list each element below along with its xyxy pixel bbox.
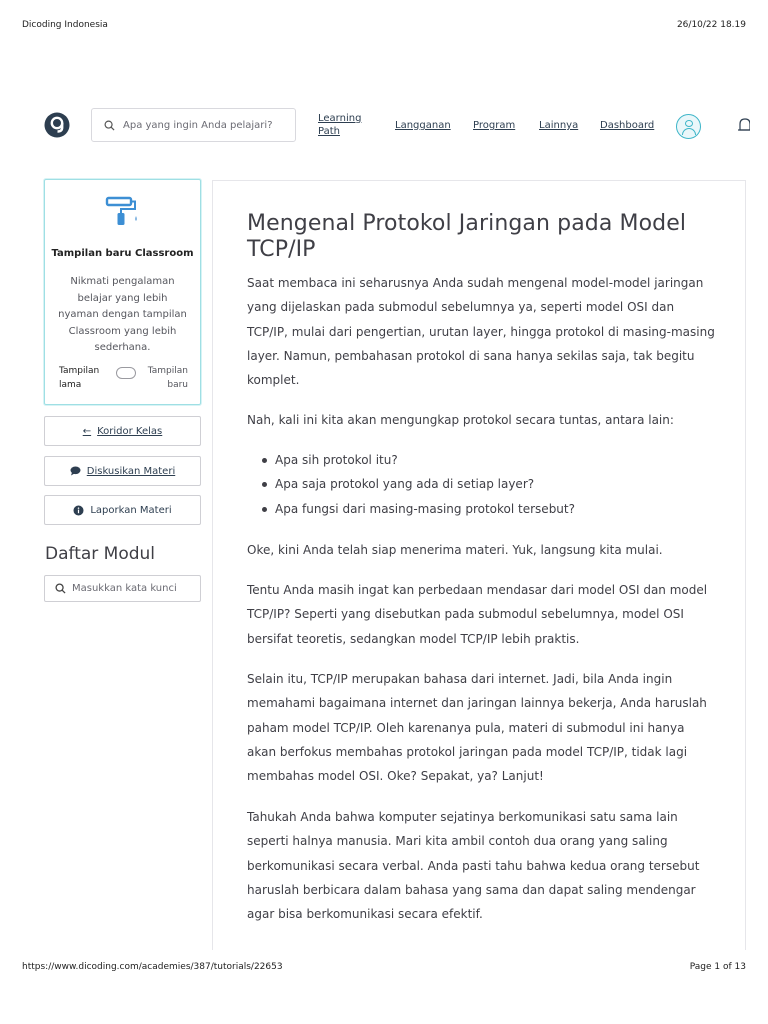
article-content xyxy=(212,180,746,950)
article-paragraph: Oke, kini Anda telah siap menerima materi. Yuk, langsung kita mulai. xyxy=(247,543,663,557)
list-item: Apa sih protokol itu? xyxy=(247,448,717,472)
search-input[interactable] xyxy=(91,108,296,142)
promo-desc-line: belajar yang lebih xyxy=(77,292,168,304)
nav-langganan[interactable]: Langganan xyxy=(395,120,451,131)
article-title: Mengenal Protokol Jaringan pada Model TCP/IP xyxy=(247,211,687,262)
list-item: Apa saja protokol yang ada di setiap layer? xyxy=(247,472,717,496)
article-paragraph: Selain itu, TCP/IP merupakan bahasa dari internet. Jadi, bila Anda ingin memahami bagaimana internet dan jaringan lainnya bekerja, Anda haruslah paham model TCP/IP. Oleh karenanya pula, materi di submodul ini hanya akan berfokus membahas protokol jaringan pada model TCP/IP, tidak lagi membahas model OSI. Oke? Sepakat, ya? Lanjut! xyxy=(247,672,707,784)
modul-search-input[interactable] xyxy=(44,575,201,602)
print-datetime: 26/10/22 18.19 xyxy=(676,20,746,30)
promo-description xyxy=(55,274,190,357)
dicoding-logo-icon[interactable] xyxy=(44,112,70,138)
bell-icon[interactable] xyxy=(736,117,750,135)
modul-search-placeholder: Masukkan kata kunci xyxy=(72,583,177,594)
promo-desc-line: nyaman dengan tampilan xyxy=(58,309,187,320)
option-tampilan-lama[interactable] xyxy=(59,364,103,392)
diskusikan-materi-button[interactable] xyxy=(44,456,201,486)
option-old-line1: Tampilan xyxy=(59,366,100,376)
classroom-promo-card xyxy=(44,179,201,405)
print-site-name: Dicoding Indonesia xyxy=(22,20,108,30)
avatar-body-shape xyxy=(682,128,696,135)
daftar-modul-heading: Daftar Modul xyxy=(45,544,156,564)
search-placeholder: Apa yang ingin Anda pelajari? xyxy=(123,119,273,131)
arrow-left-icon: ← xyxy=(82,425,92,437)
print-url: https://www.dicoding.com/academies/387/tutorials/22653 xyxy=(22,962,283,972)
nav-learning-path[interactable] xyxy=(318,112,361,138)
search-icon xyxy=(104,120,115,131)
nav-program[interactable]: Program xyxy=(473,120,516,131)
koridor-kelas-button[interactable] xyxy=(44,416,201,446)
laporkan-materi-button[interactable] xyxy=(44,495,201,525)
article-paragraph: Saat membaca ini seharusnya Anda sudah mengenal model-model jaringan yang dijelaskan pada submodul sebelumnya ya, seperti model OSI dan TCP/IP, mulai dari pengertian, urutan layer, hingga protokol di masing-masing layer. Namun, pembahasan protokol di sana hanya sekilas saja, tak begitu komplet. xyxy=(247,276,715,388)
laporkan-materi-label: Laporkan Materi xyxy=(90,504,172,516)
option-old-line2: lama xyxy=(59,380,82,390)
chat-bubble-icon xyxy=(70,466,81,476)
article-paragraph: Tahukah Anda bahwa komputer sejatinya berkomunikasi satu sama lain seperti halnya manusia. Mari kita ambil contoh dua orang yang saling berkomunikasi secara verbal. Anda pasti tahu bahwa kedua orang tersebut haruslah berbicara dalam bahasa yang sama dan dapat saling mendengar agar bisa berkomunikasi secara efektif. xyxy=(247,810,700,922)
paint-roller-icon xyxy=(105,196,141,228)
promo-title: Tampilan baru Classroom xyxy=(51,248,194,259)
nav-learning-path-line1: Learning xyxy=(318,113,362,124)
avatar[interactable] xyxy=(676,114,701,139)
nav-lainnya[interactable]: Lainnya xyxy=(539,120,579,131)
info-circle-icon xyxy=(73,505,84,516)
promo-desc-line: sederhana. xyxy=(94,342,151,353)
option-tampilan-baru[interactable] xyxy=(144,364,188,392)
list-item: Apa fungsi dari masing-masing protokol tersebut? xyxy=(247,497,717,521)
koridor-kelas-label: Koridor Kelas xyxy=(97,425,163,437)
print-footer xyxy=(22,962,746,976)
avatar-head-shape xyxy=(685,120,693,127)
print-header xyxy=(22,20,746,34)
nav-dashboard[interactable]: Dashboard xyxy=(600,120,655,131)
promo-desc-line: Nikmati pengalaman xyxy=(70,276,175,287)
promo-desc-line: Classroom yang lebih xyxy=(68,325,177,337)
option-new-line2: baru xyxy=(167,380,188,390)
diskusikan-materi-label: Diskusikan Materi xyxy=(86,465,176,477)
article-paragraph: Tentu Anda masih ingat kan perbedaan mendasar dari model OSI dan model TCP/IP? Seperti yang disebutkan pada submodul sebelumnya, model OSI bersifat teoretis, sedangkan model TCP/IP lebih praktis. xyxy=(247,583,708,646)
nav-learning-path-line2: Path xyxy=(318,126,340,137)
article-bullet-list xyxy=(247,448,717,521)
print-page-info: Page 1 of 13 xyxy=(689,962,746,972)
search-icon xyxy=(55,583,66,594)
option-new-line1: Tampilan xyxy=(147,366,188,376)
classroom-view-toggle[interactable] xyxy=(116,367,136,379)
article-paragraph: Nah, kali ini kita akan mengungkap protokol secara tuntas, antara lain: xyxy=(247,413,674,427)
